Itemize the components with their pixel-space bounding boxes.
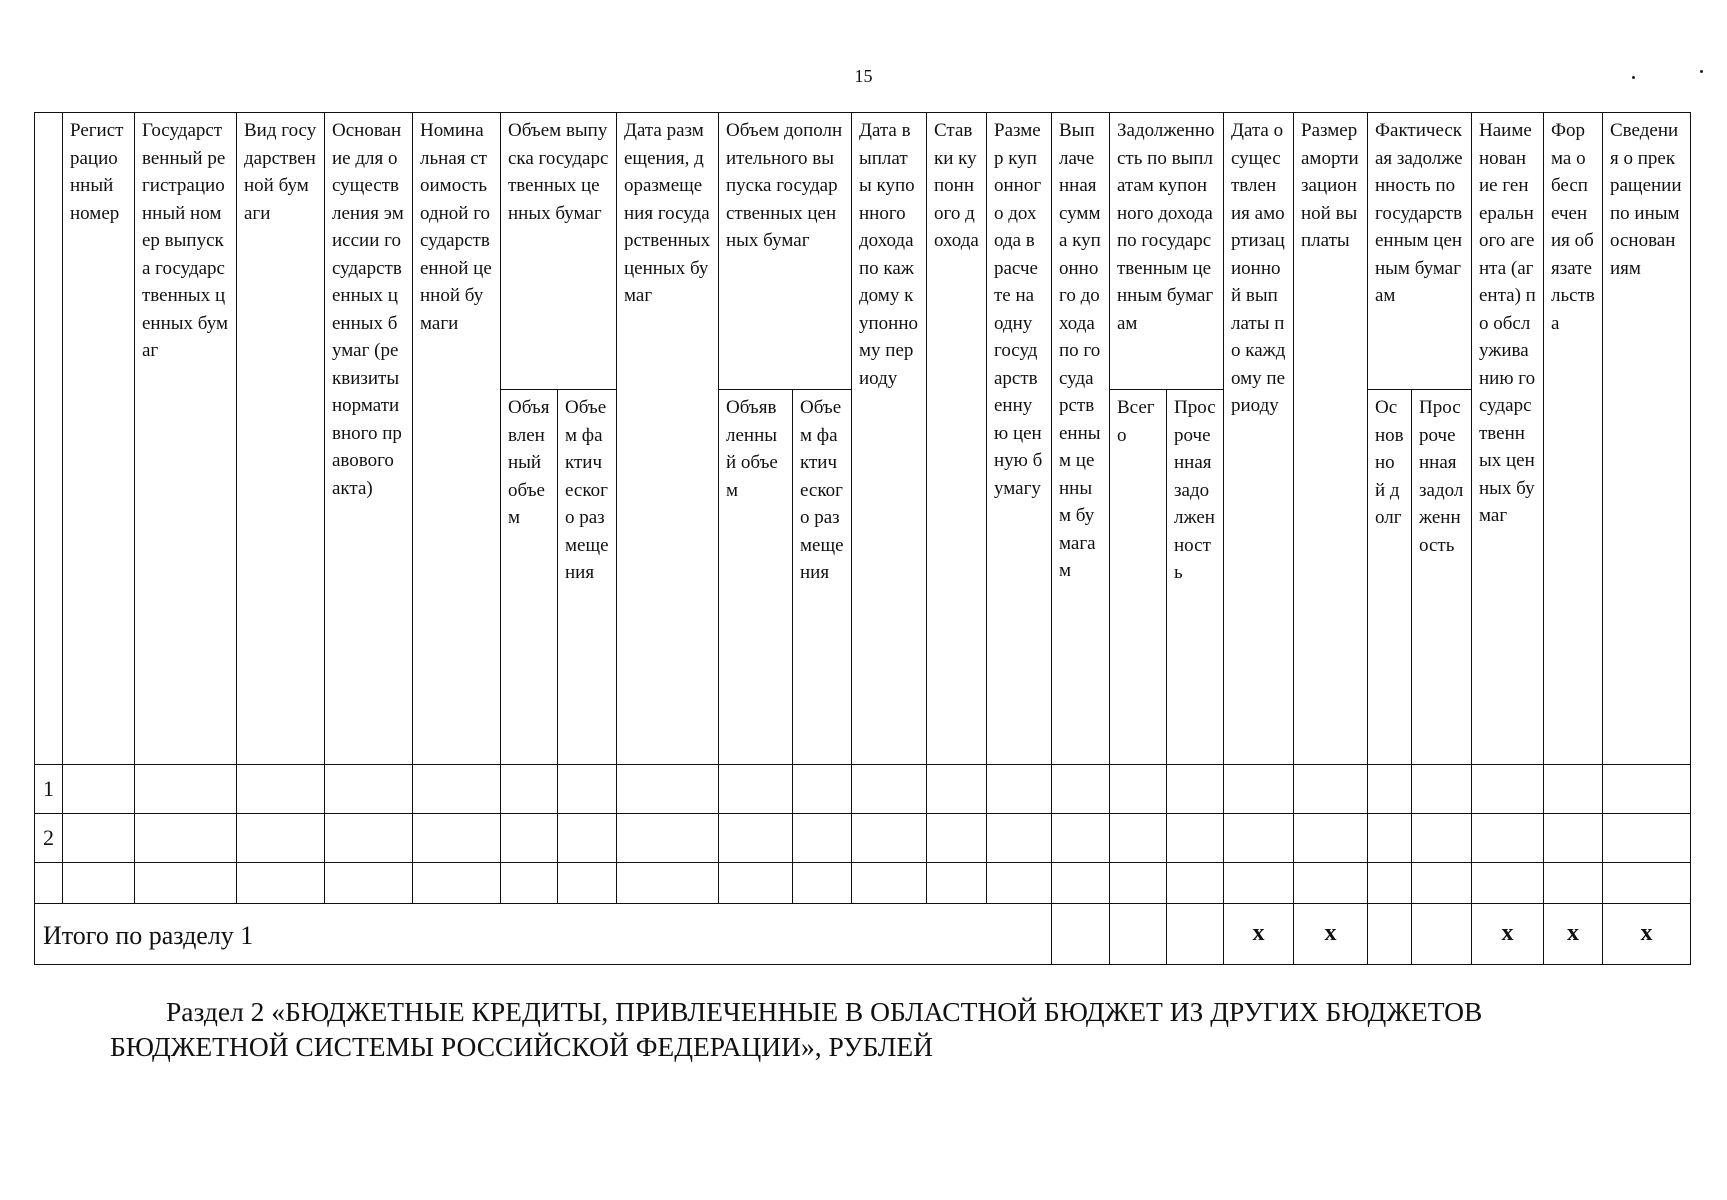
header-actual-debt: Фактическая задолженность по государственным ценным бумагам [1368, 113, 1472, 390]
table-cell [793, 765, 852, 814]
header-actual-debt-overdue: Просроченная задолженность [1412, 390, 1472, 765]
table-cell [927, 863, 987, 904]
section-2-title-line-2: БЮДЖЕТНОЙ СИСТЕМЫ РОССИЙСКОЙ ФЕДЕРАЦИИ», РУБЛЕЙ [110, 1031, 933, 1062]
table-cell [1294, 814, 1368, 863]
table-cell [1544, 814, 1603, 863]
header-actual-debt-main: Основной долг [1368, 390, 1412, 765]
page-number: 15 [854, 66, 873, 86]
table-cell [1412, 814, 1472, 863]
table-cell [237, 765, 325, 814]
table-cell [987, 765, 1052, 814]
header-coupon-rates: Ставки купонного дохода [927, 113, 987, 765]
table-cell [1544, 863, 1603, 904]
header-issue-volume: Объем выпуска государственных ценных бумаг [501, 113, 617, 390]
table-cell [237, 863, 325, 904]
header-issue-declared: Объявленный объем [501, 390, 558, 765]
header-registration-number: Регистрационный номер [63, 113, 135, 765]
table-cell [1603, 765, 1691, 814]
table-cell [852, 765, 927, 814]
scan-speck [1632, 76, 1635, 79]
table-cell [719, 863, 793, 904]
table-cell [1224, 814, 1294, 863]
total-label: Итого по разделу 1 [35, 904, 1052, 965]
total-cell-coupon-debt-overdue [1167, 904, 1224, 965]
table-cell [413, 814, 501, 863]
table-cell [135, 814, 237, 863]
table-cell [1412, 863, 1472, 904]
table-cell [237, 814, 325, 863]
table-cell [1167, 863, 1224, 904]
header-nominal-value: Номинальная стоимость одной государственной ценной бумаги [413, 113, 501, 765]
table-cell [617, 814, 719, 863]
header-coupon-paid: Выплаченная сумма купонного дохода по государственным ценным бумагам [1052, 113, 1110, 765]
header-additional-issue-volume: Объем дополнительного выпуска государственных ценных бумаг [719, 113, 852, 390]
table-cell [1472, 765, 1544, 814]
row-number-header [35, 113, 63, 765]
table-cell [1224, 863, 1294, 904]
table-cell [927, 765, 987, 814]
table-cell [719, 765, 793, 814]
total-x-mark: x [1603, 904, 1691, 965]
table-cell [1368, 814, 1412, 863]
table-cell [501, 863, 558, 904]
header-additional-declared: Объявленный объем [719, 390, 793, 765]
total-x-mark: x [1472, 904, 1544, 965]
total-x-mark: x [1224, 904, 1294, 965]
table-cell [1368, 863, 1412, 904]
table-row [35, 863, 1691, 904]
header-security-type: Вид государственной бумаги [237, 113, 325, 765]
table-cell [501, 765, 558, 814]
total-cell-coupon-debt-total [1110, 904, 1167, 965]
table-cell [1472, 814, 1544, 863]
table-row [35, 765, 1691, 814]
header-amortization-size: Размер амортизационной выплаты [1294, 113, 1368, 765]
table-cell [1412, 765, 1472, 814]
table-cell [1294, 863, 1368, 904]
table-cell [501, 814, 558, 863]
table-row [35, 814, 1691, 863]
header-issue-actual: Объем фактического размещения [558, 390, 617, 765]
table-cell [987, 814, 1052, 863]
table-cell [413, 863, 501, 904]
table-cell [135, 863, 237, 904]
header-amortization-date: Дата осуществления амортизационной выплаты по каждому периоду [1224, 113, 1294, 765]
table-cell [1052, 863, 1110, 904]
total-cell-debt-overdue [1412, 904, 1472, 965]
total-x-mark: x [1294, 904, 1368, 965]
header-placement-date: Дата размещения, доразмещения государственных ценных бумаг [617, 113, 719, 765]
table-cell [63, 863, 135, 904]
header-coupon-debt-total: Всего [1110, 390, 1167, 765]
table-cell [927, 814, 987, 863]
section-2-title-line-1: Раздел 2 «БЮДЖЕТНЫЕ КРЕДИТЫ, ПРИВЛЕЧЕННЫЕ В ОБЛАСТНОЙ БЮДЖЕТ ИЗ ДРУГИХ БЮДЖЕТОВ [166, 996, 1483, 1027]
table-cell [558, 814, 617, 863]
scan-speck [1700, 70, 1703, 73]
table-cell [793, 863, 852, 904]
table-cell [987, 863, 1052, 904]
table-cell [617, 765, 719, 814]
table-cell [852, 863, 927, 904]
header-coupon-debt-overdue: Просроченная задолженность [1167, 390, 1224, 765]
table-cell [135, 765, 237, 814]
table-cell [1167, 814, 1224, 863]
table-cell [1224, 765, 1294, 814]
table-cell [63, 765, 135, 814]
table-cell [852, 814, 927, 863]
table-cell [558, 765, 617, 814]
row-number: 1 [35, 765, 63, 814]
table-cell [1110, 765, 1167, 814]
table-cell [1167, 765, 1224, 814]
header-coupon-debt: Задолженность по выплатам купонного дохода по государственным ценным бумагам [1110, 113, 1224, 390]
table-cell [325, 814, 413, 863]
table-cell [793, 814, 852, 863]
table-cell [1544, 765, 1603, 814]
table-cell [1110, 814, 1167, 863]
securities-register-table [34, 112, 1691, 965]
table-cell [1110, 863, 1167, 904]
table-cell [35, 863, 63, 904]
table-cell [1472, 863, 1544, 904]
table-cell [719, 814, 793, 863]
header-general-agent: Наименование генерального агента (агента) по обслуживанию государственных ценных бумаг [1472, 113, 1544, 765]
row-number: 2 [35, 814, 63, 863]
table-cell [558, 863, 617, 904]
header-coupon-payment-date: Дата выплаты купонного дохода по каждому купонному периоду [852, 113, 927, 765]
header-termination-info: Сведения о прекращении по иным основаниям [1603, 113, 1691, 765]
table-cell [617, 863, 719, 904]
table-cell [1294, 765, 1368, 814]
table-cell [413, 765, 501, 814]
header-additional-actual: Объем фактического размещения [793, 390, 852, 765]
table-cell [1603, 863, 1691, 904]
table-cell [325, 765, 413, 814]
section-2-title [110, 994, 1630, 1064]
header-state-registration-number: Государственный регистрационный номер выпуска государственных ценных бумаг [135, 113, 237, 765]
table-cell [1368, 765, 1412, 814]
table-cell [1052, 814, 1110, 863]
header-security-form: Форма обеспечения обязательства [1544, 113, 1603, 765]
total-cell-debt-main [1368, 904, 1412, 965]
header-issuance-basis: Основание для осуществления эмиссии государственных ценных бумаг (реквизиты нормативного правового акта) [325, 113, 413, 765]
table-cell [1052, 765, 1110, 814]
total-row [35, 904, 1691, 965]
table-cell [325, 863, 413, 904]
total-x-mark: x [1544, 904, 1603, 965]
table-cell [1603, 814, 1691, 863]
table-cell [63, 814, 135, 863]
header-coupon-size: Размер купонного дохода в расчете на одну государственную ценную бумагу [987, 113, 1052, 765]
total-cell-coupon-paid [1052, 904, 1110, 965]
